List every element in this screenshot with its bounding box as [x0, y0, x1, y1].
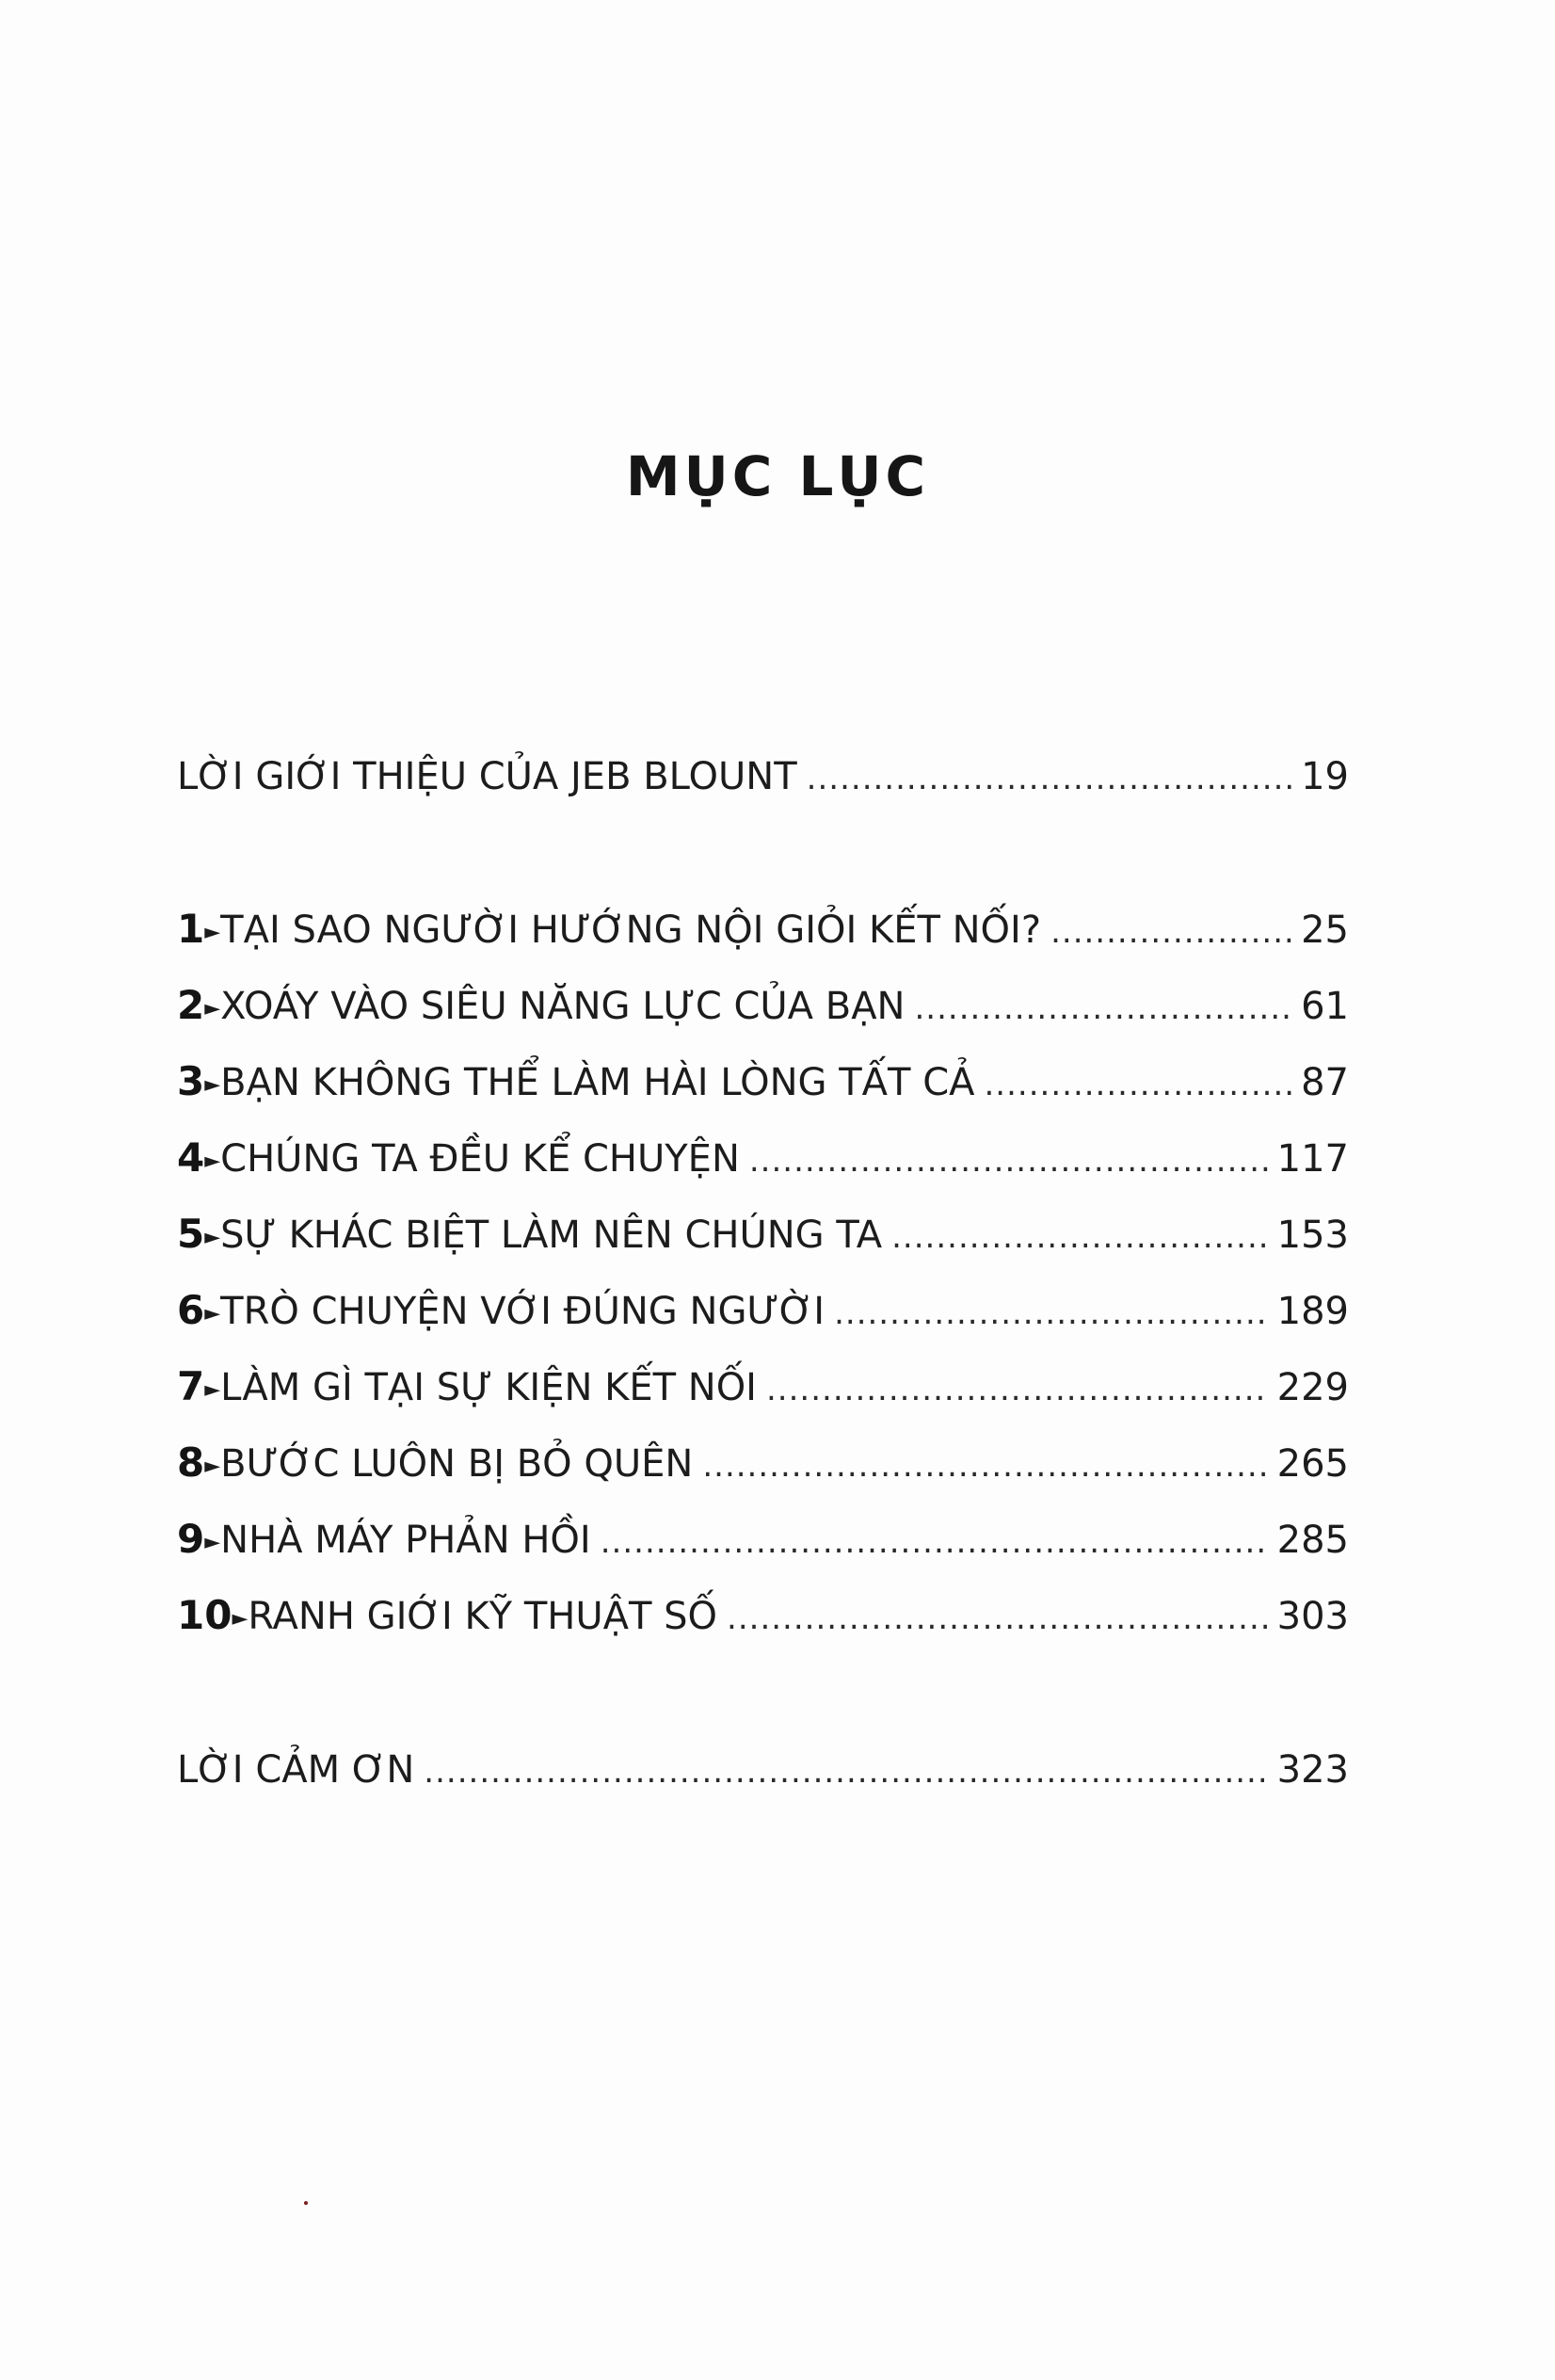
- dot-leader: [914, 989, 1291, 1027]
- toc-chapter-6: [177, 1287, 1349, 1333]
- page-title: MỤC LỤC: [625, 444, 930, 508]
- toc-entry-page-number: 19: [1301, 755, 1349, 798]
- arrow-icon: ►: [204, 1378, 221, 1402]
- chapter-title: BƯỚC LUÔN BỊ BỎ QUÊN: [220, 1442, 694, 1486]
- dot-leader: [834, 1295, 1268, 1332]
- toc-chapter-8: [177, 1439, 1349, 1486]
- toc-entry-acknowledgements: [177, 1748, 1349, 1792]
- chapter-number: 1: [177, 906, 205, 952]
- chapter-number: 7: [177, 1363, 205, 1409]
- toc-chapter-9: [177, 1516, 1349, 1562]
- toc-chapter-5: [177, 1211, 1349, 1257]
- dot-leader: [984, 1066, 1291, 1103]
- toc-chapter-2: [177, 982, 1349, 1028]
- chapter-page-number: 229: [1276, 1366, 1349, 1409]
- chapter-page-number: 117: [1276, 1137, 1349, 1181]
- dot-leader: [702, 1447, 1267, 1485]
- toc-entry-label: LỜI CẢM ƠN: [177, 1748, 415, 1792]
- chapter-number: 4: [177, 1134, 205, 1181]
- chapter-number: 8: [177, 1439, 205, 1486]
- chapter-title: BẠN KHÔNG THỂ LÀM HÀI LÒNG TẤT CẢ: [220, 1061, 975, 1104]
- chapter-title: LÀM GÌ TẠI SỰ KIỆN KẾT NỐI: [220, 1366, 757, 1409]
- ink-speck: [304, 2201, 308, 2205]
- dot-leader: [1050, 913, 1291, 951]
- chapter-page-number: 153: [1276, 1214, 1349, 1257]
- arrow-icon: ►: [204, 1531, 221, 1554]
- toc-entry-introduction: [177, 755, 1349, 798]
- toc-entry-page-number: 323: [1276, 1748, 1349, 1792]
- chapter-number: 6: [177, 1287, 205, 1333]
- toc-chapter-3: [177, 1058, 1349, 1104]
- dot-leader: [601, 1523, 1268, 1561]
- chapter-title: TRÒ CHUYỆN VỚI ĐÚNG NGƯỜI: [220, 1290, 826, 1333]
- arrow-icon: ►: [232, 1607, 248, 1631]
- chapter-page-number: 61: [1301, 985, 1349, 1028]
- chapter-number: 2: [177, 982, 205, 1028]
- chapter-page-number: 189: [1276, 1290, 1349, 1333]
- dot-leader: [766, 1371, 1268, 1408]
- dot-leader: [424, 1753, 1267, 1791]
- toc-chapter-10: [177, 1592, 1349, 1638]
- arrow-icon: ►: [204, 921, 221, 944]
- chapter-title: TẠI SAO NGƯỜI HƯỚNG NỘI GIỎI KẾT NỐI?: [220, 909, 1042, 952]
- chapter-title: RANH GIỚI KỸ THUẬT SỐ: [248, 1595, 718, 1638]
- arrow-icon: ►: [204, 1455, 221, 1478]
- arrow-icon: ►: [204, 1302, 221, 1326]
- chapter-number: 3: [177, 1058, 205, 1104]
- chapter-page-number: 87: [1301, 1061, 1349, 1104]
- chapter-number: 9: [177, 1516, 205, 1562]
- chapter-title: NHÀ MÁY PHẢN HỒI: [220, 1519, 591, 1562]
- toc-entry-label: LỜI GIỚI THIỆU CỦA JEB BLOUNT: [177, 755, 797, 798]
- toc-chapter-1: [177, 906, 1349, 952]
- dot-leader: [891, 1218, 1268, 1256]
- dot-leader: [807, 760, 1291, 797]
- chapter-number: 10: [177, 1592, 232, 1638]
- chapter-page-number: 285: [1276, 1519, 1349, 1562]
- chapter-page-number: 265: [1276, 1442, 1349, 1486]
- chapter-title: XOÁY VÀO SIÊU NĂNG LỰC CỦA BẠN: [220, 985, 906, 1028]
- chapter-page-number: 25: [1301, 909, 1349, 952]
- dot-leader: [727, 1600, 1268, 1637]
- toc-chapter-4: [177, 1134, 1349, 1181]
- dot-leader: [749, 1142, 1268, 1180]
- arrow-icon: ►: [204, 1073, 221, 1097]
- arrow-icon: ►: [204, 1150, 221, 1173]
- arrow-icon: ►: [204, 997, 221, 1021]
- chapter-page-number: 303: [1276, 1595, 1349, 1638]
- toc-chapter-7: [177, 1363, 1349, 1409]
- chapter-title: CHÚNG TA ĐỀU KỂ CHUYỆN: [220, 1137, 740, 1181]
- chapter-number: 5: [177, 1211, 205, 1257]
- arrow-icon: ►: [204, 1226, 221, 1249]
- chapter-title: SỰ KHÁC BIỆT LÀM NÊN CHÚNG TA: [220, 1214, 883, 1257]
